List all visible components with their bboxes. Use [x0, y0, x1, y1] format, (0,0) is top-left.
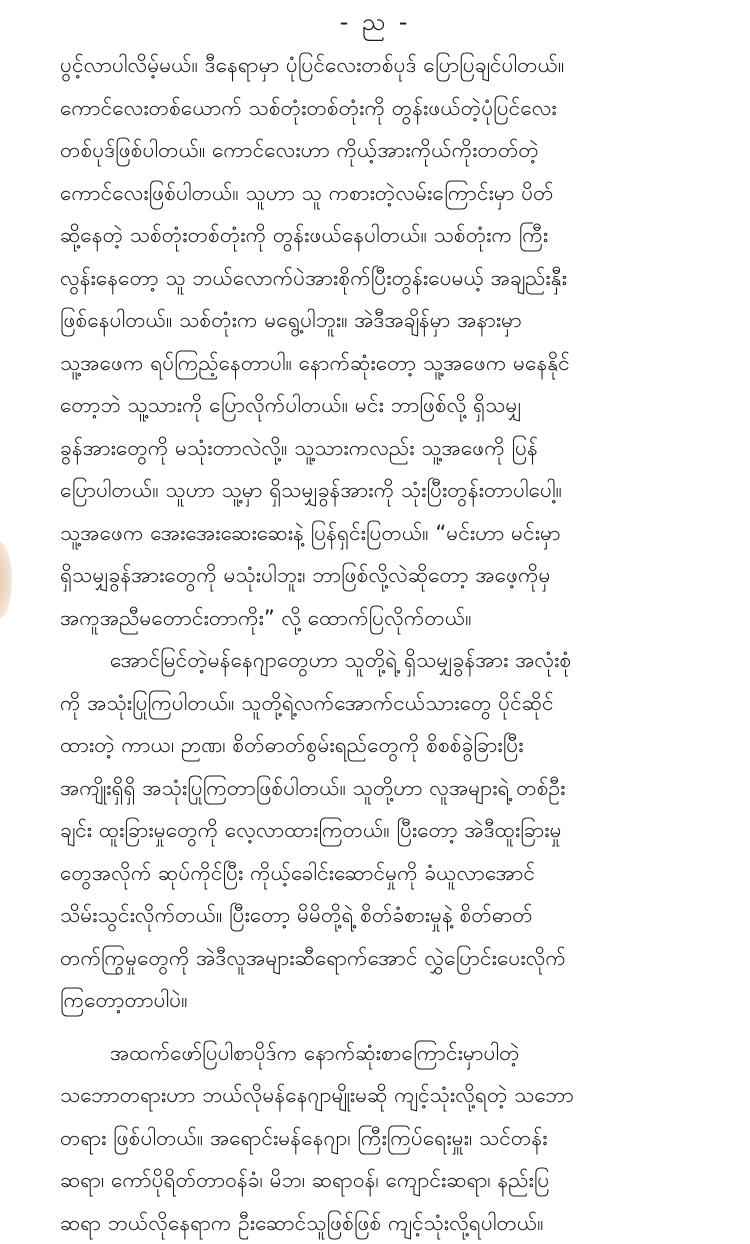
text-line: ဆို့နေတဲ့ သစ်တုံးတစ်တုံးကို တွန်းဖယ်နေပါတယ်။ သစ်တုံးက ကြီး	[60, 214, 712, 257]
text-line: ရှိသမျှခွန်အားတွေကို မသုံးပါဘူး၊ ဘာဖြစ်လို့လဲဆိုတော့ အဖေ့ကိုမှ	[60, 554, 712, 597]
text-line: ကောင်လေးတစ်ယောက် သစ်တုံးတစ်တုံးကို တွန်းဖယ်တဲ့ပုံပြင်လေး	[60, 87, 712, 130]
page-number: - ည -	[0, 6, 750, 42]
text-line: ကောင်လေးဖြစ်ပါတယ်။ သူဟာ သူ ကစားတဲ့လမ်းကြောင်းမှာ ပိတ်	[60, 172, 712, 215]
text-line: အကူအညီမတောင်းတာကိုး” လို့ ထောက်ပြလိုက်တယ်။	[60, 597, 712, 640]
text-line: ဆရာ ဘယ်လိုနေရာက ဦးဆောင်သူဖြစ်ဖြစ် ကျင့်သုံးလို့ရပါတယ်။	[60, 1202, 712, 1244]
thumb-shadow	[0, 540, 12, 620]
text-line: အကျိုးရှိရှိ အသုံးပြုကြတာဖြစ်ပါတယ်။ သူတို့ဟာ လူအများရဲ့ တစ်ဦး	[60, 767, 712, 810]
text-line: တရား ဖြစ်ပါတယ်။ အရောင်းမန်နေဂျာ၊ ကြီးကြပ်ရေးမှူး၊ သင်တန်း	[60, 1117, 712, 1160]
text-line: ဆရာ၊ ကော်ပိုရိတ်တာဝန်ခံ၊ မိဘ၊ ဆရာဝန်၊ ကျောင်းဆရာ၊ နည်းပြ	[60, 1159, 712, 1202]
paragraph-spacer	[60, 1022, 712, 1032]
text-line: ပွင့်လာပါလိမ့်မယ်။ ဒီနေရာမှာ ပုံပြင်လေးတစ်ပုဒ် ပြောပြချင်ပါတယ်။	[60, 44, 712, 87]
text-line: တစ်ပုဒ်ဖြစ်ပါတယ်။ ကောင်လေးဟာ ကိုယ့်အားကိုယ်ကိုးတတ်တဲ့	[60, 129, 712, 172]
text-line-indented: အထက်ဖော်ပြပါစာပိုဒ်က နောက်ဆုံးစာကြောင်းမှာပါတဲ့	[60, 1032, 712, 1075]
paragraph-3	[60, 1032, 712, 1244]
text-line: ပြောပါတယ်။ သူဟာ သူ့မှာ ရှိသမျှခွန်အားကို သုံးပြီးတွန်းတာပါပေါ့။	[60, 469, 712, 512]
text-line: တက်ကြွမှုတွေကို အဲဒီလူအများဆီရောက်အောင် လွှဲပြောင်းပေးလိုက်	[60, 937, 712, 980]
text-line: ကြတော့တာပါပဲ။	[60, 979, 712, 1022]
text-line: သူ့အဖေက ရပ်ကြည့်နေတာပါ။ နောက်ဆုံးတော့ သူ့အဖေက မနေနိုင်	[60, 342, 712, 385]
text-line: ခွန်အားတွေကို မသုံးတာလဲလို့။ သူ့သားကလည်း သူ့အဖေကို ပြန်	[60, 427, 712, 470]
text-line: ဖြစ်နေပါတယ်။ သစ်တုံးက မရွေ့ပါဘူး။ အဲဒီအချိန်မှာ အနားမှာ	[60, 299, 712, 342]
text-line: သိမ်းသွင်းလိုက်တယ်။ ပြီးတော့ မိမိတို့ရဲ့ စိတ်ခံစားမှုနဲ့ စိတ်ဓာတ်	[60, 894, 712, 937]
text-line: သဘောတရားဟာ ဘယ်လိုမန်နေဂျာမျိုးမဆို ကျင့်သုံးလို့ရတဲ့ သဘော	[60, 1074, 712, 1117]
paragraph-2	[60, 639, 712, 1022]
text-line-indented: အောင်မြင်တဲ့မန်နေဂျာတွေဟာ သူတို့ရဲ့ ရှိသမျှခွန်အား အလုံးစုံ	[60, 639, 712, 682]
text-line: တွေအလိုက် ဆုပ်ကိုင်ပြီး ကိုယ့်ခေါင်းဆောင်မှုကို ခံယူလာအောင်	[60, 852, 712, 895]
paragraph-1	[60, 44, 712, 639]
text-line: ကို အသုံးပြုကြပါတယ်။ သူတို့ရဲ့လက်အောက်ငယ်သားတွေ ပိုင်ဆိုင်	[60, 682, 712, 725]
text-line: ထားတဲ့ ကာယ၊ ဉာဏ၊ စိတ်ဓာတ်စွမ်းရည်တွေကို စိစစ်ခွဲခြားပြီး	[60, 724, 712, 767]
body-text	[60, 44, 712, 1244]
text-line: တော့ဘဲ သူ့သားကို ပြောလိုက်ပါတယ်။ မင်း ဘာဖြစ်လို့ ရှိသမျှ	[60, 384, 712, 427]
text-line: လွန်းနေတော့ သူ ဘယ်လောက်ပဲအားစိုက်ပြီးတွန်းပေမယ့် အချည်းနှီး	[60, 257, 712, 300]
text-line: သူ့အဖေက အေးအေးဆေးဆေးနဲ့ ပြန်ရှင်းပြတယ်။ “မင်းဟာ မင်းမှာ	[60, 512, 712, 555]
text-line: ချင်း ထူးခြားမှုတွေကို လေ့လာထားကြတယ်။ ပြီးတော့ အဲဒီထူးခြားမှု	[60, 809, 712, 852]
